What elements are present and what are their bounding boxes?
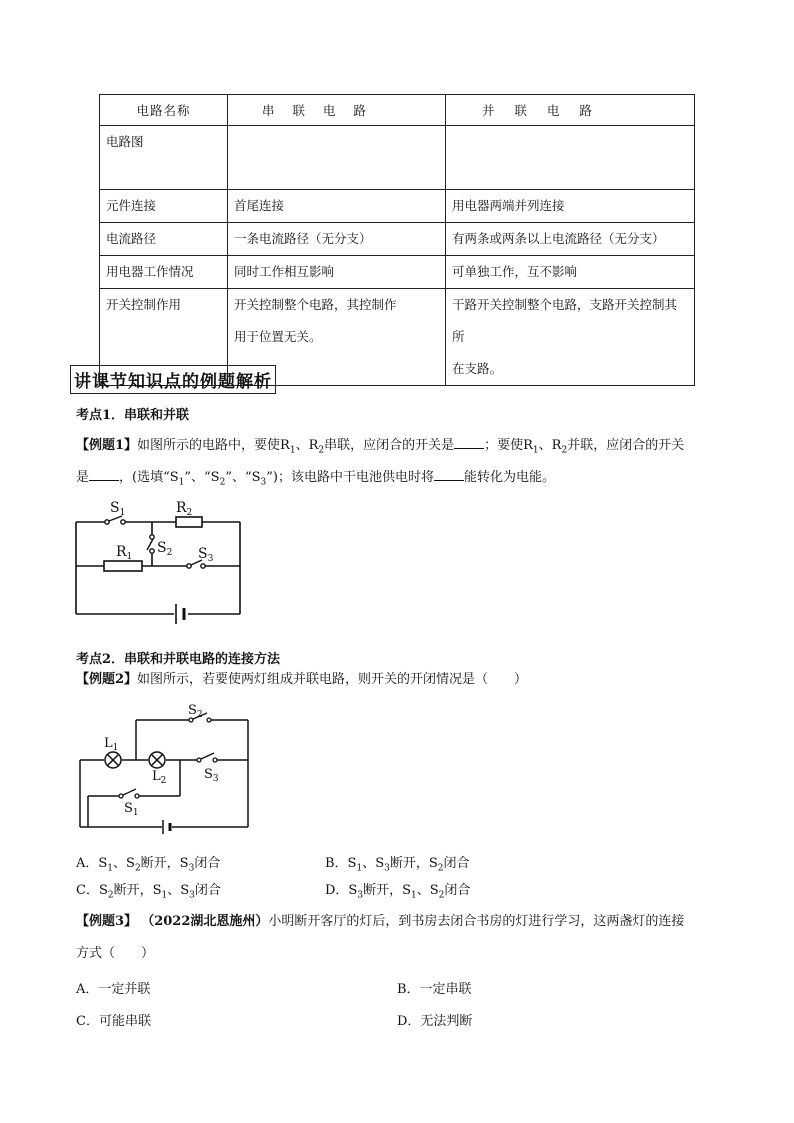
example-2-question: 【例题2】如图所示，若要使两灯组成并联电路，则开关的开闭情况是（ ） bbox=[76, 672, 528, 687]
table-cell bbox=[228, 126, 446, 190]
table-cell: 电流路径 bbox=[100, 223, 228, 256]
table-row bbox=[100, 190, 695, 223]
svg-text:R2: $R_2$ bbox=[176, 500, 193, 518]
example-1-line-2: 是 ，(选填“$S_1$”、“$S_2$”、“$S_3$”)；该电路中干电池供电时将 能转化为电能。 bbox=[76, 470, 555, 488]
section-title: 讲课节知识点的例题解析 bbox=[70, 365, 276, 394]
table-header-cell: 电路名称 bbox=[100, 95, 228, 126]
svg-text:S1: $S_1$ bbox=[110, 500, 126, 518]
table-cell: 用电器工作情况 bbox=[100, 256, 228, 289]
resistor-r2 bbox=[176, 517, 202, 527]
question-source: （2022湖北恩施州） bbox=[141, 914, 269, 929]
table-cell: 一条电流路径（无分支） bbox=[228, 223, 446, 256]
svg-text:L2: $L_2$ bbox=[152, 769, 167, 786]
option-c[interactable]: C．$S_2$断开，$S_1$、$S_3$闭合 bbox=[76, 883, 221, 901]
example-tag: 【例题2】 bbox=[76, 672, 138, 687]
lamp-l1 bbox=[105, 752, 121, 768]
table-cell: 用电器两端并列连接 bbox=[446, 190, 695, 223]
circuit-diagram-2 bbox=[70, 700, 260, 840]
svg-text:S3: $S_3$ bbox=[204, 767, 219, 784]
svg-text:S1: $S_1$ bbox=[124, 801, 139, 818]
svg-text:S2: $S_2$ bbox=[157, 540, 173, 558]
table-row bbox=[100, 126, 695, 190]
example-3-line-1: 【例题3】 （2022湖北恩施州）小明断开客厅的灯后，到书房去闭合书房的灯进行学习，这两盏灯的连接 bbox=[76, 914, 685, 929]
battery-icon bbox=[176, 604, 184, 624]
table-cell: 开关控制整个电路，其控制作 用于位置无关。 bbox=[228, 289, 446, 386]
switch-s2 bbox=[147, 535, 154, 553]
answer-blank[interactable] bbox=[434, 468, 464, 481]
option-b[interactable]: B．$S_1$、$S_3$断开，$S_2$闭合 bbox=[325, 856, 470, 874]
example-3-line-2: 方式（ ） bbox=[76, 946, 155, 961]
table-header-cell: 串 联 电 路 bbox=[228, 95, 446, 126]
table-header-cell: 并 联 电 路 bbox=[446, 95, 695, 126]
table-cell: 开关控制作用 bbox=[100, 289, 228, 386]
switch-s1 bbox=[119, 789, 139, 798]
table-cell: 有两条或两条以上电流路径（无分支） bbox=[446, 223, 695, 256]
example-tag: 【例题3】 bbox=[76, 914, 138, 929]
circuit-diagram-1 bbox=[70, 496, 250, 636]
example-1-line-1: 【例题1】如图所示的电路中，要使$R_1$、$R_2$串联，应闭合的开关是 ；要使$R_1$、$R_2$并联，应闭合的开关 bbox=[76, 438, 685, 456]
table-cell: 首尾连接 bbox=[228, 190, 446, 223]
table-cell: 电路图 bbox=[100, 126, 228, 190]
resistor-r1 bbox=[104, 561, 142, 571]
option-d[interactable]: D．$S_3$断开，$S_1$、$S_2$闭合 bbox=[325, 883, 471, 901]
table-cell: 元件连接 bbox=[100, 190, 228, 223]
example-tag: 【例题1】 bbox=[76, 438, 138, 453]
battery-icon bbox=[163, 820, 170, 834]
svg-text:S2: $S_2$ bbox=[188, 703, 203, 720]
option-c[interactable]: C．可能串联 bbox=[76, 1014, 151, 1029]
svg-text:S3: $S_3$ bbox=[198, 546, 214, 564]
knowledge-point-2: 考点2．串联和并联电路的连接方法 bbox=[76, 652, 281, 667]
svg-text:L1: $L_1$ bbox=[104, 736, 119, 753]
option-b[interactable]: B．一定串联 bbox=[397, 982, 472, 997]
knowledge-point-1: 考点1．串联和并联 bbox=[76, 408, 190, 423]
table-row bbox=[100, 223, 695, 256]
table-cell: 干路开关控制整个电路，支路开关控制其所 在支路。 bbox=[446, 289, 695, 386]
table-row bbox=[100, 256, 695, 289]
switch-s3 bbox=[197, 753, 217, 762]
comparison-table bbox=[99, 94, 695, 386]
option-a[interactable]: A．一定并联 bbox=[76, 982, 151, 997]
table-header-row bbox=[100, 95, 695, 126]
answer-blank[interactable] bbox=[89, 468, 119, 481]
lamp-l2 bbox=[149, 752, 165, 768]
table-cell bbox=[446, 126, 695, 190]
svg-text:R1: $R_1$ bbox=[116, 544, 133, 562]
answer-blank[interactable] bbox=[454, 436, 484, 449]
option-a[interactable]: A．$S_1$、$S_2$断开，$S_3$闭合 bbox=[76, 856, 221, 874]
table-cell: 同时工作相互影响 bbox=[228, 256, 446, 289]
table-cell: 可单独工作，互不影响 bbox=[446, 256, 695, 289]
option-d[interactable]: D．无法判断 bbox=[397, 1014, 473, 1029]
